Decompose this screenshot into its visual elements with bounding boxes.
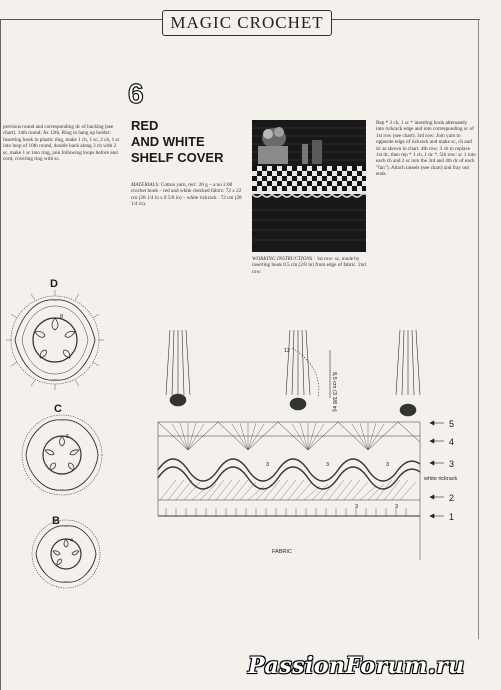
materials-body: Cotton yarn, red : 20 g – a no 2.00 crochet hook – red and white checked fabric: 72 x 22 cm (28 1/4 in x 8 5/8 in) – white rickrack : 72 cm (28 1/4 in). [131, 182, 242, 208]
row-label-3: 3 [449, 459, 455, 469]
motif-d-round: 8 [60, 314, 64, 320]
motif-b [32, 520, 100, 588]
stitch-number: 3 [266, 462, 270, 468]
materials-heading: MATERIALS: [131, 182, 160, 188]
magazine-title: MAGIC CROCHET [162, 10, 332, 36]
title-line: SHELF COVER [131, 150, 224, 165]
row-label-5: 5 [449, 419, 455, 429]
motif-c-label: C [54, 403, 62, 415]
row-label-2: 2 [449, 493, 455, 503]
motif-d-label: D [50, 278, 58, 290]
tassel-number: 12 [284, 348, 291, 354]
motif-d [6, 290, 104, 390]
stitch-number: 3 [355, 504, 359, 510]
stitch-number: 3 [326, 462, 330, 468]
row-label-4: 4 [449, 437, 455, 447]
right-column-text: Rep * 3 ch, 1 sc * inserting hook alternately into rickrack edge and into corresponding sc of 1st row (see chart). 3rd row: Join yarn to opposite edge of rickrack and make sc, ch and dc as shown in chart. 4th row: 3 ch to replace 1st dc, then rep * 1 ch, 1 dc *. 5th row: sc 1 into each ch and 2 sc into the 3rd and 4th dc of each "fan"). Attach tassels (see chart) and fray out ends. [376, 120, 476, 178]
project-number: 6 [128, 78, 144, 109]
title-line: RED [131, 118, 159, 133]
motif-c [22, 415, 102, 495]
watermark: PassionForum.ru [248, 653, 465, 679]
working-heading: WORKING INSTRUCTIONS : [252, 256, 316, 262]
edging-chart [158, 330, 458, 560]
fabric-label: FABRIC [272, 549, 292, 555]
stitch-number: 3 [395, 504, 399, 510]
tassel-measurement: 8,5 cm (3 3/8 in) [331, 372, 337, 412]
motif-c-round: 6 [66, 434, 70, 440]
row-label-1: 1 [449, 512, 455, 522]
left-column-text: previous round and corresponding dc of backing (see chart). 14th round: As 12th. Ring to hang up holder: Inserting hook in plastic ring, make 1 ch, 1 sc, 2 ch, 1 sc into loop of 10th round, double back along 3 ch with 2 sc, make 1 sc into ring, join following loops before and cord, covering ring with sc. [3, 124, 120, 163]
working-body: 1st row: sc, made by inserting hook 0.5 cm (2/8 in) from edge of fabric. 2nd row: [252, 256, 366, 275]
title-line: AND WHITE [131, 134, 205, 149]
motif-b-label: B [52, 515, 60, 527]
rickrack-label: white rickrack [424, 476, 458, 482]
motif-b-round: 4 [70, 538, 74, 544]
stitch-number: 3 [386, 462, 390, 468]
